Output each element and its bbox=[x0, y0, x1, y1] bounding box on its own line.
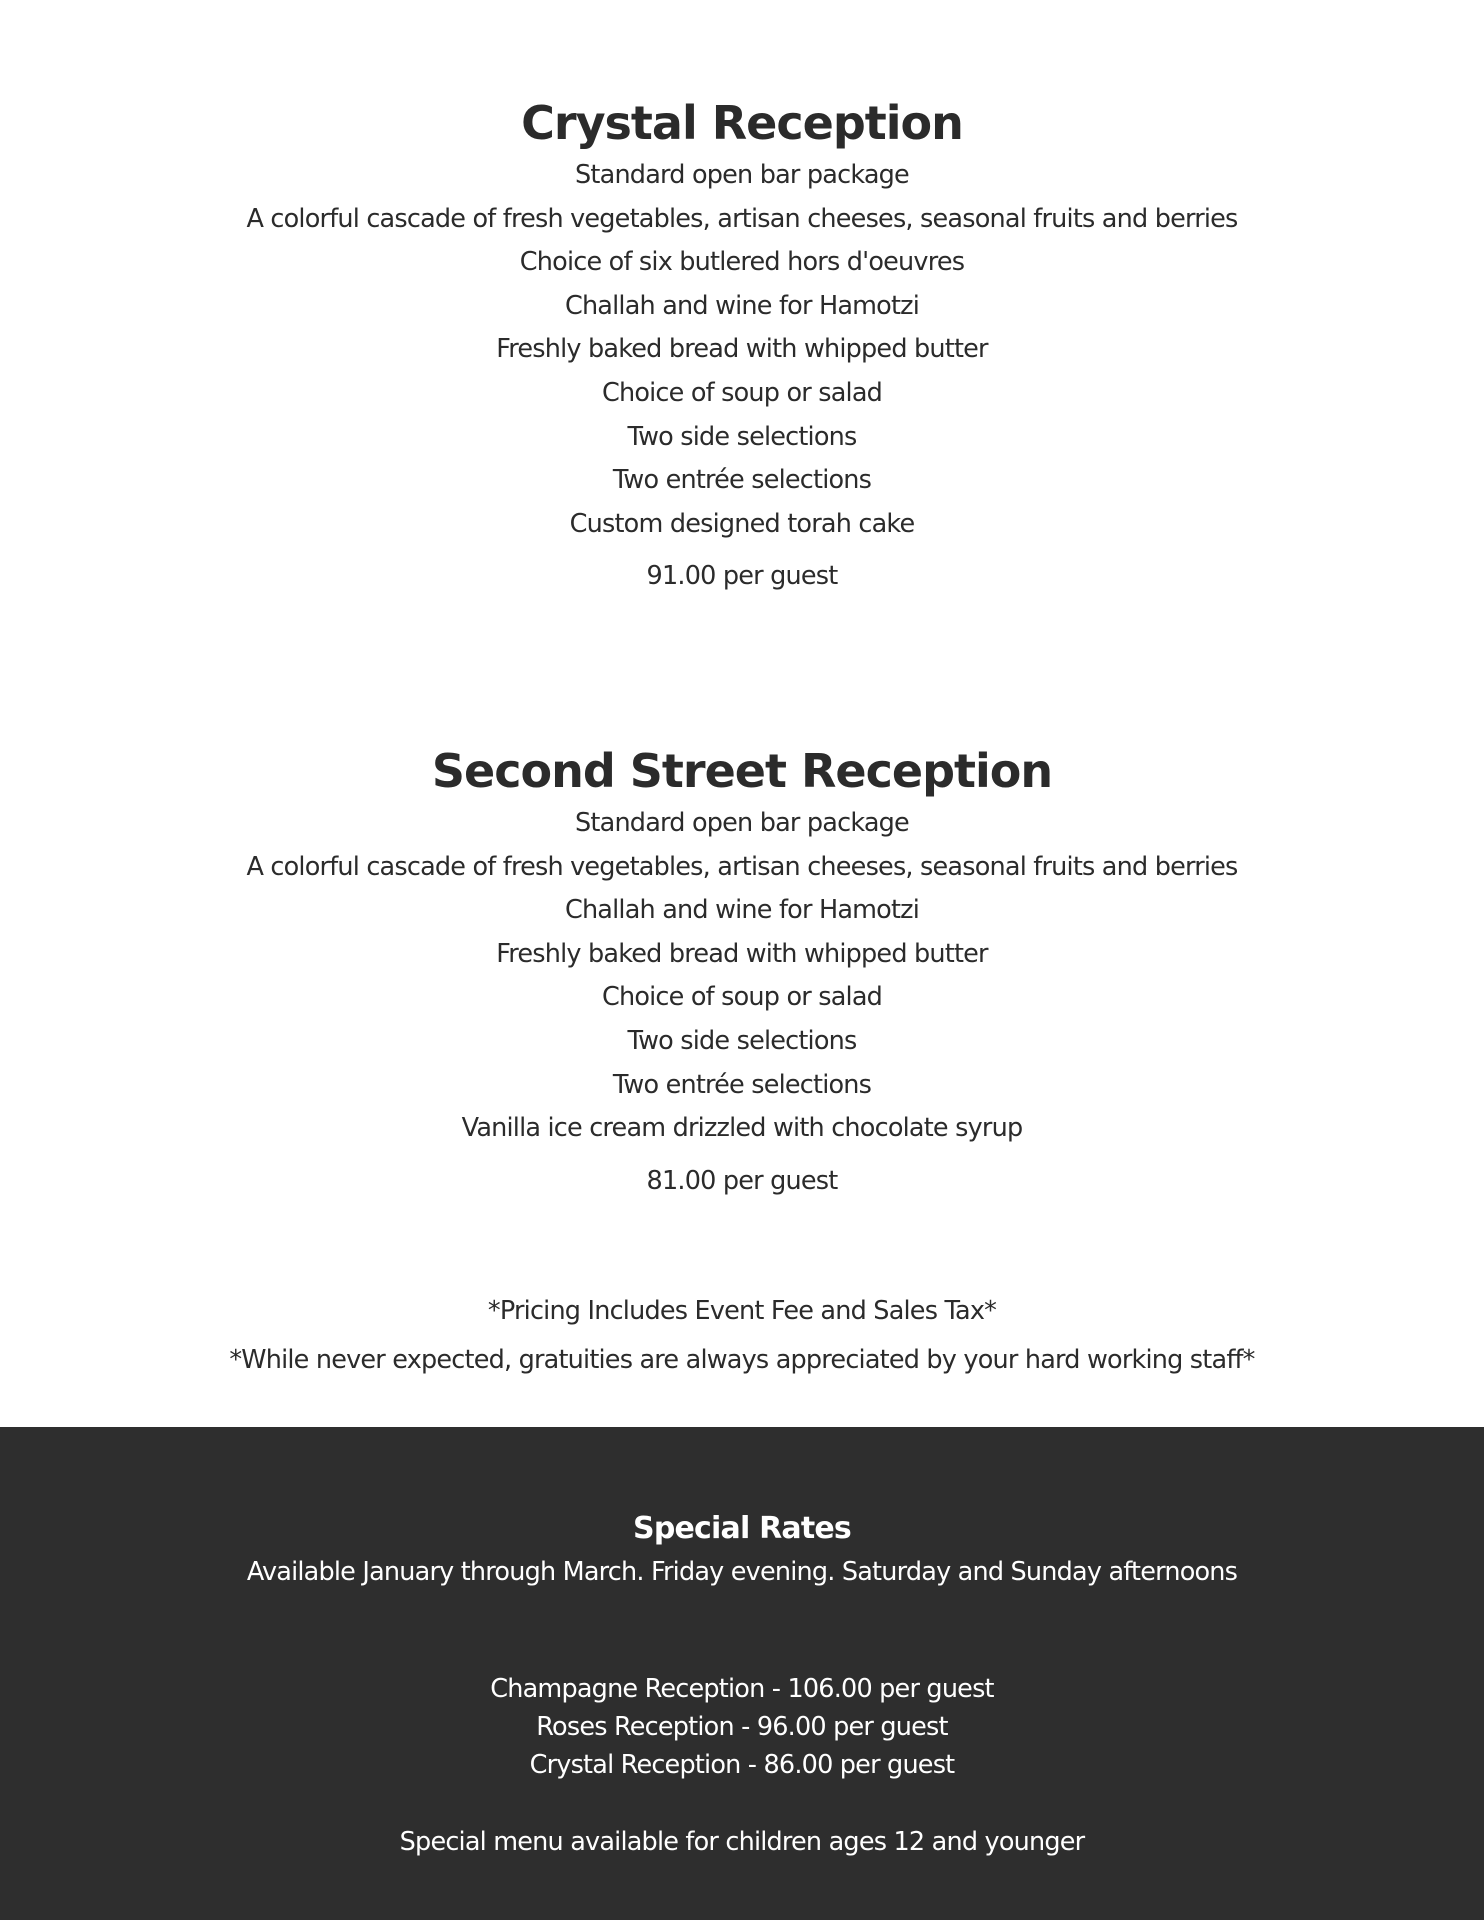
rate-item: Crystal Reception - 86.00 per guest bbox=[529, 1750, 955, 1780]
package-title: Second Street Reception bbox=[431, 744, 1053, 798]
special-rates-band bbox=[0, 1427, 1484, 1920]
package-item: Standard open bar package bbox=[575, 808, 909, 838]
package-item: Standard open bar package bbox=[575, 160, 909, 190]
package-item: Freshly baked bread with whipped butter bbox=[496, 334, 988, 365]
package-item: A colorful cascade of fresh vegetables, artisan cheeses, seasonal fruits and berries bbox=[246, 203, 1238, 234]
package-item: Two entrée selections bbox=[612, 465, 872, 496]
package-item: Vanilla ice cream drizzled with chocolate syrup bbox=[461, 1113, 1023, 1144]
package-item: Choice of six butlered hors d'oeuvres bbox=[519, 247, 965, 278]
package-item: Two side selections bbox=[627, 421, 857, 452]
pricing-notes bbox=[0, 1287, 1484, 1385]
package-item: Challah and wine for Hamotzi bbox=[564, 895, 920, 926]
package-title: Crystal Reception bbox=[521, 96, 963, 150]
package-price: 81.00 per guest bbox=[646, 1165, 838, 1196]
package-item: A colorful cascade of fresh vegetables, artisan cheeses, seasonal fruits and berries bbox=[246, 851, 1238, 882]
package-item: Freshly baked bread with whipped butter bbox=[496, 938, 988, 969]
package-item: Choice of soup or salad bbox=[601, 377, 883, 408]
special-rates-availability: Available January through March. Friday evening. Saturday and Sunday afternoons bbox=[246, 1557, 1238, 1587]
children-menu-note: Special menu available for children ages 12 and younger bbox=[399, 1827, 1085, 1857]
special-rates-list bbox=[0, 1670, 1484, 1784]
package-second-street-reception bbox=[0, 740, 1484, 1198]
pricing-note: *Pricing Includes Event Fee and Sales Tax* bbox=[487, 1296, 997, 1326]
rate-item: Champagne Reception - 106.00 per guest bbox=[490, 1674, 994, 1704]
package-item: Two entrée selections bbox=[612, 1069, 872, 1100]
package-item: Two side selections bbox=[627, 1025, 857, 1056]
package-item: Challah and wine for Hamotzi bbox=[564, 290, 920, 321]
package-items bbox=[0, 154, 1484, 546]
gratuity-note: *While never expected, gratuities are always appreciated by your hard working staff* bbox=[229, 1345, 1255, 1375]
package-item: Custom designed torah cake bbox=[569, 508, 915, 539]
special-rates-title: Special Rates bbox=[633, 1511, 851, 1546]
rate-item: Roses Reception - 96.00 per guest bbox=[536, 1712, 948, 1742]
package-items bbox=[0, 802, 1484, 1151]
package-item: Choice of soup or salad bbox=[601, 982, 883, 1013]
package-price: 91.00 per guest bbox=[646, 561, 838, 592]
package-crystal-reception bbox=[0, 92, 1484, 593]
